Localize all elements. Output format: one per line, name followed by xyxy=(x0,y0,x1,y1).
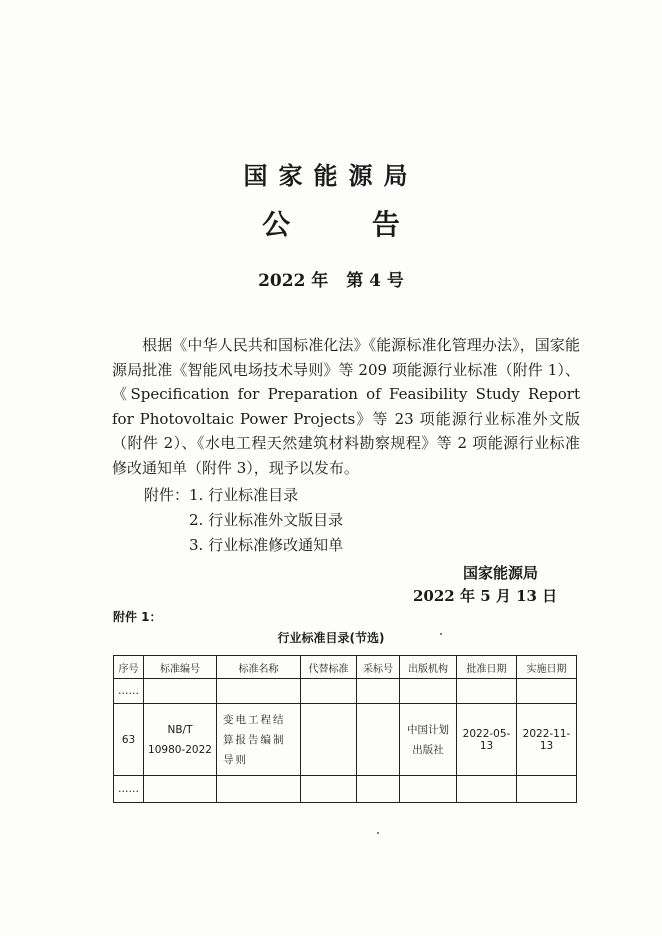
notice-title: 公 告 xyxy=(262,208,436,241)
scan-speck xyxy=(377,832,379,834)
ellipsis-cell: …… xyxy=(114,679,144,704)
announcement-text: 根据《中华人民共和国标准化法》《能源标准化管理办法》，国家能源局批准《智能风电场技术导则》等 209 项能源行业标准（附件 1）、《Specification for Preparation of Feasibility Study Report for Photovoltaic Power Projects》等 23 项能源行业标准外文版（附件 2）、《水电工程天然建筑材料勘察规程》等 2 项能源行业标准修改通知单（附件 3），现予以发布。 xyxy=(112,336,580,477)
col-header-seq: 序号 xyxy=(114,656,144,679)
cell-name-line3: 导则 xyxy=(223,753,248,766)
cell-publisher-line2: 出版社 xyxy=(412,743,444,756)
attachment-item-2: 2. 行业标准外文版目录 xyxy=(189,511,344,529)
table-row-ellipsis-top xyxy=(114,679,577,704)
issue-number xyxy=(0,266,662,291)
standards-table xyxy=(113,655,577,803)
cell-seq: 63 xyxy=(114,704,144,776)
issue-no: 第 4 号 xyxy=(346,271,404,291)
col-header-name: 标准名称 xyxy=(217,656,301,679)
cell-approved: 2022-05-13 xyxy=(457,704,517,776)
cell-code xyxy=(144,704,217,776)
cell-code-line2: 10980-2022 xyxy=(148,743,212,756)
cell-name xyxy=(217,704,301,776)
cell-code-line1: NB/T xyxy=(167,723,193,736)
table-row xyxy=(114,704,577,776)
col-header-approved: 批准日期 xyxy=(457,656,517,679)
cell-name-line1: 变电工程结 xyxy=(223,713,286,726)
table-header-row xyxy=(114,656,577,679)
cell-publisher-line1: 中国计划 xyxy=(407,723,449,736)
col-header-effective: 实施日期 xyxy=(517,656,577,679)
cell-effective: 2022-11-13 xyxy=(517,704,577,776)
issuing-agency: 国家能源局 xyxy=(243,162,419,190)
table-title: 行业标准目录(节选) xyxy=(277,631,385,645)
col-header-adopted: 采标号 xyxy=(357,656,400,679)
scan-speck xyxy=(440,633,442,635)
signature-date: 2022 年 5 月 13 日 xyxy=(413,587,558,605)
col-header-publisher: 出版机构 xyxy=(400,656,457,679)
issue-year: 2022 年 xyxy=(258,271,329,291)
table-row-ellipsis-bottom xyxy=(114,776,577,803)
col-header-code: 标准编号 xyxy=(144,656,217,679)
signature-agency: 国家能源局 xyxy=(463,564,539,582)
attachment-item-1: 1. 行业标准目录 xyxy=(189,486,299,504)
attachment-item-3: 3. 行业标准修改通知单 xyxy=(189,536,344,554)
announcement-body xyxy=(112,333,580,480)
appendix-label: 附件 1： xyxy=(113,610,162,624)
col-header-replaces: 代替标准 xyxy=(301,656,357,679)
cell-replaces xyxy=(301,704,357,776)
ellipsis-cell: …… xyxy=(114,776,144,803)
cell-adopted xyxy=(357,704,400,776)
attachments-label: 附件： xyxy=(144,486,190,504)
cell-name-line2: 算报告编制 xyxy=(223,733,286,746)
cell-publisher xyxy=(400,704,457,776)
